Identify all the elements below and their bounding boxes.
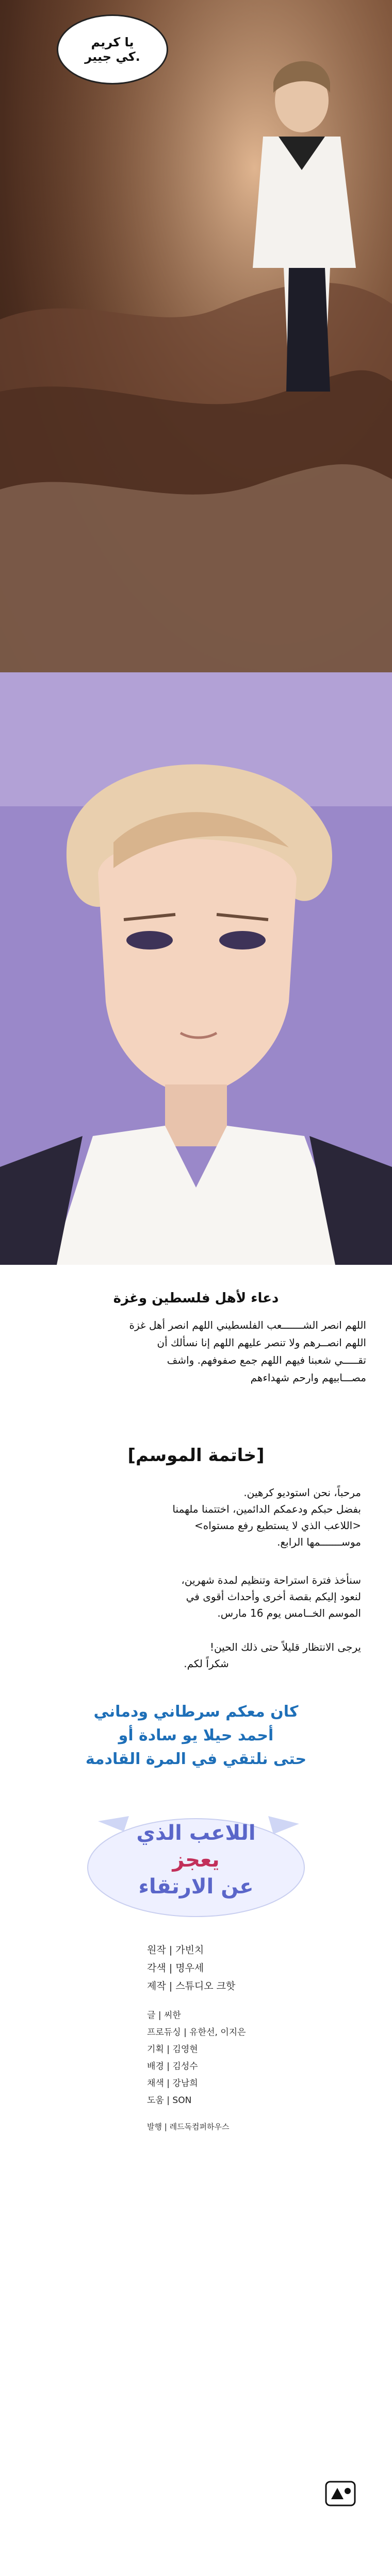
farewell-line: حتى نلتقي في المرة القادمة: [85, 1750, 307, 1768]
season-end-line: مرحباً، نحن استوديو كرهين.: [243, 1486, 361, 1499]
season-end-line: لنعود إليكم بقصة أخرى وأحداث أقوى في: [186, 1590, 361, 1603]
promo-background-art: [0, 2568, 392, 2576]
credit-row: 각색 | 명우세: [147, 1962, 204, 1974]
comic-panel-1: [0, 0, 392, 672]
season-end-heading: [خاتمة الموسم]: [127, 1445, 265, 1466]
team-promo-page: [0, 2568, 392, 2576]
credit-row: 원작 | 가빈치: [147, 1944, 204, 1956]
dua-title: دعاء لأهل فلسطين وغزة: [113, 1291, 279, 1306]
logo-line: عن الارتقاء: [138, 1875, 254, 1899]
farewell-line: كان معكم سرطاني ودماني: [93, 1703, 299, 1721]
credit-row: 도움 | SON: [147, 2095, 192, 2106]
credit-row: 발행 | 레드독컴퍼하우스: [147, 2122, 230, 2131]
logo-line: يعجز: [172, 1848, 220, 1872]
dua-body: اللهم انصر الشـــــــعب الفلسطيني اللهم انصر أهل غزة اللهم انصــرهم ولا تنصر عليهم اللهم إنا نسألك أن تقـــــي شعبنا فيهم اللهم جمع صفوفهم. واشف مصـــابيهم وارحم شهداءهم: [129, 1319, 366, 1384]
season-end-line: بفضل حبكم ودعمكم الدائمين، اختتمنا ملهمنا: [172, 1503, 361, 1515]
season-end-line: شكراً لكم.: [184, 1657, 229, 1670]
comic-panel-2: [0, 672, 392, 1265]
character-closeup-art: [0, 672, 392, 1265]
cave-scene-art: [0, 0, 392, 672]
studio-logo-icon: [325, 2481, 356, 2506]
afterword-page: [0, 1265, 392, 2568]
season-end-line: <اللاعب الذي لا يستطيع رفع مستواه>: [194, 1519, 361, 1532]
credit-row: 글 | 씨한: [147, 2010, 181, 2021]
season-end-line: موســـــــمها الرابع.: [277, 1536, 361, 1548]
season-end-line: سنأخذ فترة استراحة وتنظيم لمدة شهرين،: [181, 1574, 361, 1586]
credit-row: 배경 | 김성수: [147, 2061, 198, 2072]
credits-block: [147, 1942, 302, 2132]
logo-line: اللاعب الذي: [136, 1821, 256, 1845]
season-end-line: يرجى الانتظار قليلاً حتى ذلك الحين!: [209, 1641, 361, 1653]
season-end-line: الموسم الخــامس يوم 16 مارس.: [217, 1607, 361, 1619]
farewell-line: أحمد حيلا يو سادة أو: [118, 1726, 274, 1744]
series-logo: [83, 1811, 309, 1919]
credit-row: 기획 | 김영현: [147, 2044, 198, 2055]
credit-row: 프로듀싱 | 유한선, 이지은: [147, 2027, 246, 2038]
credit-row: 제작 | 스튜디오 크핫: [147, 1980, 236, 1992]
credit-row: 채색 | 강남희: [147, 2078, 198, 2089]
speech-bubble: يا كريم كي جيير.: [57, 14, 168, 84]
